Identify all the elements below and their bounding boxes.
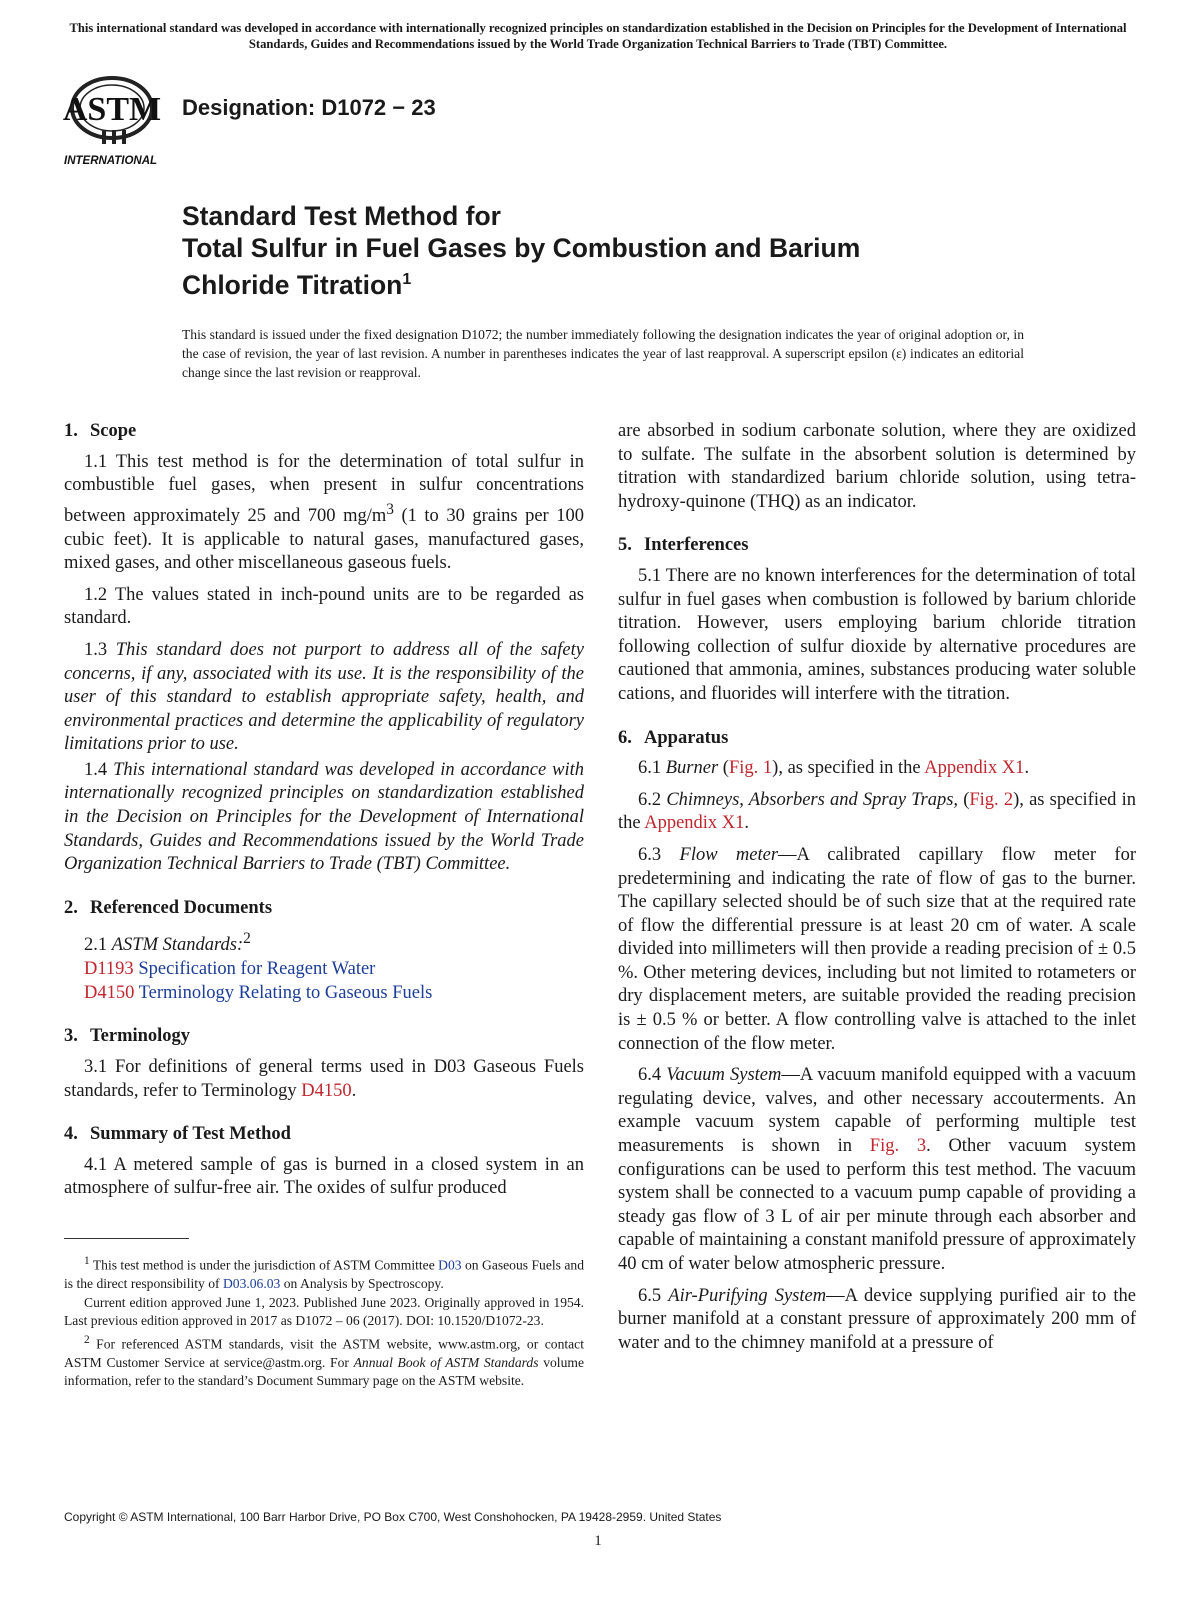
paragraph-1-4: 1.4 This international standard was developed in accordance with internationally recognized principles on standardization established in the Decision on Principles for the Development of International Standards, Guides and Recommendations issued by the World Trade Organization Technical Barriers to Trade (TBT) Committee.: [64, 759, 585, 875]
page-number: 1: [594, 1533, 602, 1549]
footnote-2: $^2$ For referenced ASTM standards, visit the ASTM website, www.astm.org, or contact ASTM Customer Service at service@astm.org. For Annual Book of ASTM Standards volume information, refer to the standard’s Document Summary page on the ASTM website.: [64, 1333, 584, 1389]
right-column: [618, 420, 1136, 1363]
top-notice: This international standard was developed in accordance with internationally recognized principles on standardization established in the Decision on Principles for the Development of International Standards, Guides and Recommendations issued by the World Trade Organization Technical Barriers to Trade (TBT) Committee.: [69, 21, 1127, 51]
paragraph-3-1: 3.1 For definitions of general terms used in D03 Gaseous Fuels standards, refer to Terminology D4150.: [64, 1056, 584, 1101]
title-footnote-mark: 1: [402, 271, 412, 288]
paragraph-5-1: 5.1 There are no known interferences for the determination of total sulfur in fuel gases when combustion is followed by barium chloride titration. However, users employing barium chloride titration following collection of sulfur dioxide by alternative procedures are cautioned that ammonia, amines, substances producing water soluble cations, and fluorides will interfere with the titration.: [618, 565, 1136, 704]
paragraph-1-1: 1.1 This test method is for the determination of total sulfur in combustible fuel gases, when present in sulfur concentrations between approximately 25 and 700 $mg/m^3$ (1 to 30 grains per 100 cubic feet). It is applicable to natural gases, manufactured gases, mixed gases, and other miscellaneous gaseous fuels.: [64, 451, 584, 574]
logo-subtext: INTERNATIONAL: [64, 155, 158, 167]
footnotes: [64, 1252, 584, 1391]
paragraph-4-1-continued: are absorbed in sodium carbonate solution, where they are oxidized to sulfate. The sulfate in the absorbent solution is determined by titration with standardized barium chloride solution, using tetra-hydroxy-quinone (THQ) as an indicator.: [618, 421, 1136, 512]
footnote-1: $^1$ This test method is under the jurisdiction of ASTM Committee D03 on Gaseous Fuels and is the direct responsibility of D03.06.03 on Analysis by Spectroscopy.: [64, 1255, 584, 1292]
astm-logo: [62, 68, 170, 168]
title-line-2: Total Sulfur in Fuel Gases by Combustion and Barium: [182, 233, 861, 263]
title-line-3-text: Chloride Titration: [182, 269, 403, 300]
document-title: [182, 200, 1002, 301]
link-fig-3[interactable]: Fig. 3: [869, 1136, 927, 1157]
section-heading-scope: 1. Scope: [64, 421, 137, 441]
link-fig-1[interactable]: Fig. 1: [728, 758, 773, 779]
paragraph-6-3: 6.3 Flow meter—A calibrated capillary flow meter for predetermining and indicating the rate of flow of gas to the burner. The capillary selected should be of such size that at the required rate of flow the differential pressure is at least 20 cm of water. A scale divided into millimeters will then provide a reading precision of ± 0.5 %. Other metering devices, including but not limited to rotameters or dry displacement meters, are suitable provided the reading precision is ± 0.5 % or better. A flow controlling valve is attached to the inlet connection of the flow meter.: [618, 844, 1137, 1054]
paragraph-6-1: 6.1 Burner (Fig. 1), as specified in the Appendix X1.: [638, 758, 1030, 779]
section-heading-summary: 4. Summary of Test Method: [64, 1124, 291, 1145]
section-heading-apparatus: 6. Apparatus: [618, 727, 729, 748]
paragraph-6-5: 6.5 Air-Purifying System—A device supplying purified air to the burner manifold at a constant pressure of approximately 200 mm of water and to the chimney manifold at a pressure of: [618, 1285, 1136, 1353]
logo-text: ASTM: [62, 91, 162, 128]
section-heading-interferences: 5. Interferences: [618, 535, 749, 556]
link-d4150[interactable]: D4150: [301, 1080, 352, 1101]
copyright-notice: Copyright © ASTM International, 100 Barr Harbor Drive, PO Box C700, West Conshohocken, PA 19428-2959. United States: [64, 1510, 722, 1524]
paragraph-6-2: 6.2 Chimneys, Absorbers and Spray Traps, (Fig. 2), as specified in the Appendix X1.: [618, 789, 1136, 834]
link-appendix-x1[interactable]: Appendix X1: [924, 758, 1025, 779]
link-fig-2[interactable]: Fig. 2: [969, 789, 1014, 810]
section-heading-referenced-documents: 2. Referenced Documents: [64, 897, 273, 918]
designation: Designation: D1072 − 23: [182, 95, 436, 120]
issuance-note: This standard is issued under the fixed designation D1072; the number immediately following the designation indicates the year of original adoption or, in the case of revision, the year of last revision. A number in parentheses indicates the year of last reapproval. A superscript epsilon (ε) indicates an editorial change since the last revision or reapproval.: [182, 327, 1024, 380]
link-d03-06-03[interactable]: D03.06.03: [222, 1276, 281, 1292]
link-appendix-x1[interactable]: Appendix X1: [644, 813, 745, 834]
paragraph-6-4: 6.4 Vacuum System—A vacuum manifold equipped with a vacuum regulating device, valves, and other necessary accouterments. An example vacuum system capable of performing multiple test measurements is shown in Fig. 3. Other vacuum system configurations can be used to perform this test method. The vacuum system shall be connected to a vacuum pump capable of providing a steady gas flow of 3 L of air per minute through each absorber and capable of maintaining a constant manifold pressure of approximately 40 cm of water below atmospheric pressure.: [618, 1065, 1136, 1274]
footnote-1-edition: Current edition approved June 1, 2023. Published June 2023. Originally approved in 1954. Last previous edition approved in 2017 as D1072 – 06 (2017). DOI: 10.1520/D1072-23.: [64, 1294, 584, 1329]
title-line-3: [182, 264, 1002, 301]
link-d03[interactable]: D03: [438, 1257, 462, 1273]
ref-link-d4150[interactable]: D4150 Terminology Relating to Gaseous Fuels: [84, 982, 433, 1003]
astm-logo-mark: [62, 68, 170, 168]
section-heading-terminology: 3. Terminology: [64, 1026, 191, 1047]
title-line-1: Standard Test Method for: [182, 201, 501, 231]
left-column: [64, 420, 584, 1209]
paragraph-4-1: 4.1 A metered sample of gas is burned in a closed system in an atmosphere of sulfur-free air. The oxides of sulfur produced: [64, 1154, 584, 1199]
paragraph-2-1: 2.1 ASTM Standards:$^2$: [84, 930, 251, 956]
paragraph-1-3: 1.3 This standard does not purport to address all of the safety concerns, if any, associated with its use. It is the responsibility of the user of this standard to establish appropriate safety, health, and environmental practices and determine the applicability of regulatory limitations prior to use.: [64, 639, 584, 755]
footnote-divider: [64, 1238, 189, 1239]
paragraph-1-2: 1.2 The values stated in inch-pound units are to be regarded as standard.: [64, 584, 584, 629]
ref-link-d1193[interactable]: D1193 Specification for Reagent Water: [84, 959, 376, 980]
